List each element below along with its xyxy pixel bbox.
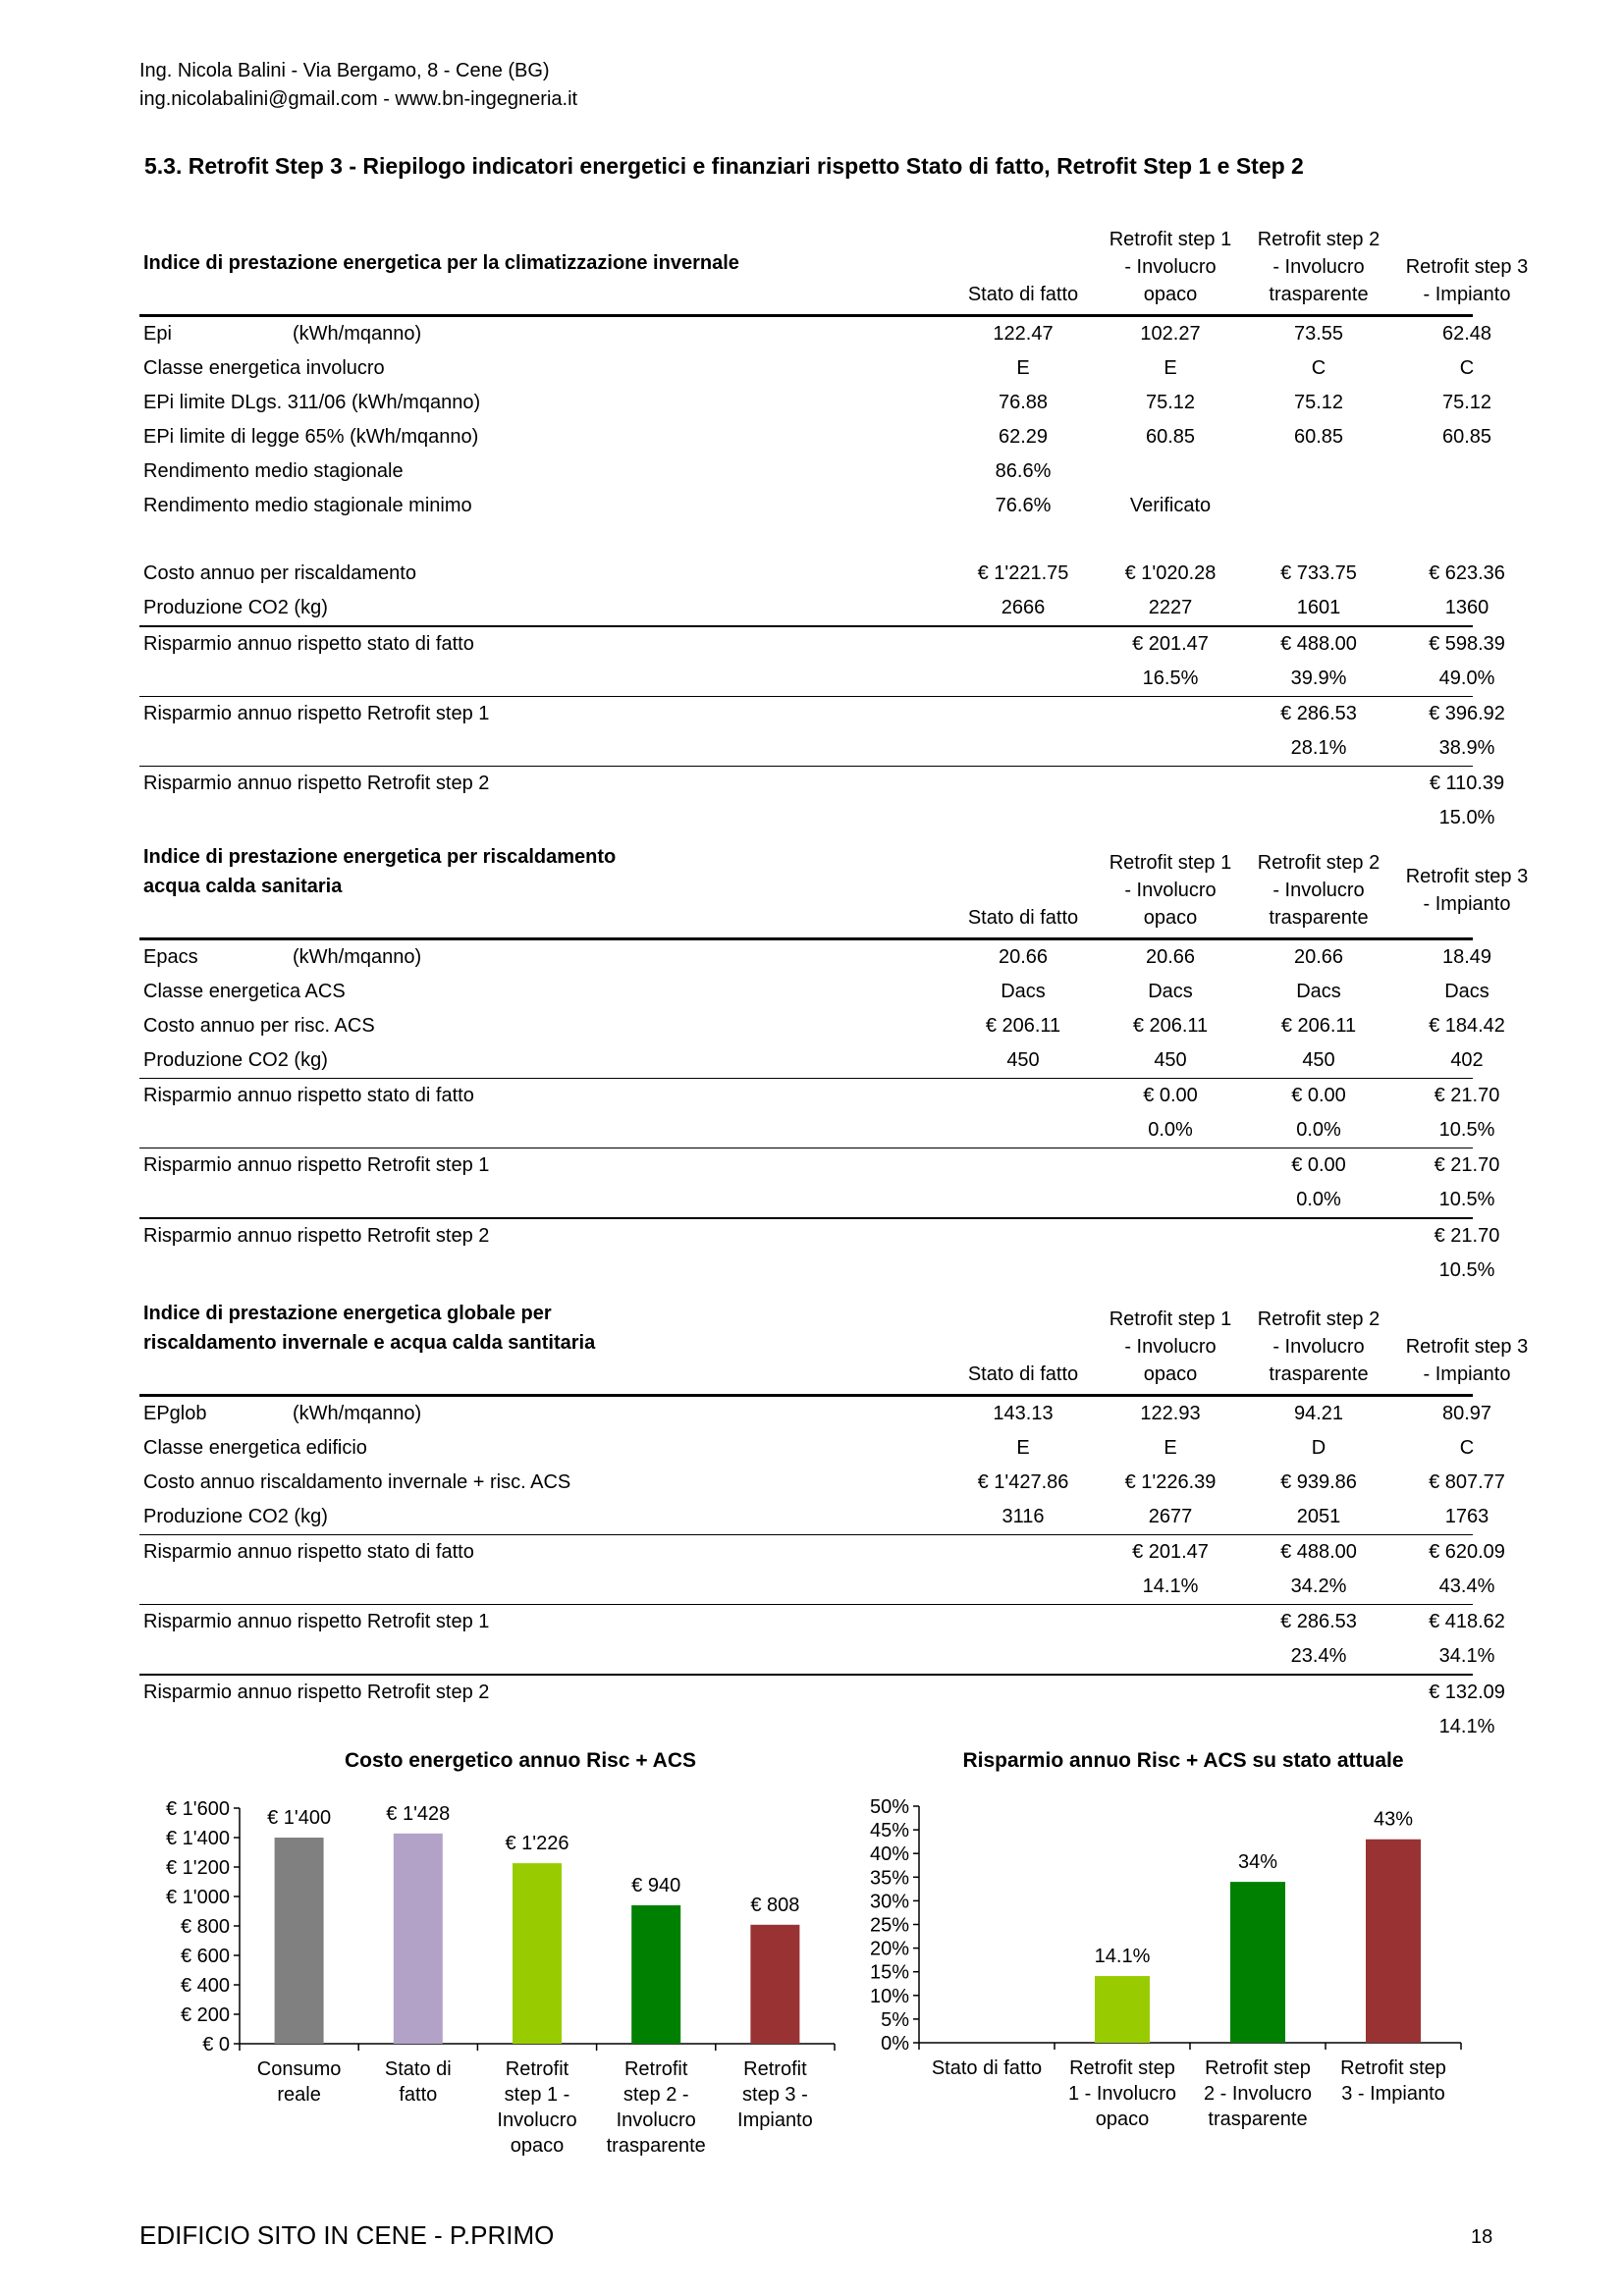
col-header-step3: Retrofit step 3 - Impianto — [1405, 256, 1529, 305]
category-label: Involucro — [616, 2109, 696, 2131]
table-header — [139, 1286, 1529, 1394]
category-label: fatto — [399, 2084, 438, 2106]
y-tick-label: € 1'600 — [166, 1798, 230, 1820]
table-row: Epacs (kWh/mqanno) 20.66 20.66 20.66 18.49 — [143, 946, 1492, 968]
footer-title: EDIFICIO SITO IN CENE - P.PRIMO — [139, 2220, 555, 2250]
y-tick-label: 10% — [869, 1985, 909, 2007]
table-row: Rendimento medio stagionale minimo 76.6% Verificato — [139, 489, 1473, 523]
y-tick-label: 50% — [869, 1796, 909, 1818]
table-row: Risparmio annuo rispetto Retrofit step 1 € 286.53 € 418.62 — [143, 1611, 1505, 1632]
verification-status: Verificato — [1129, 495, 1212, 516]
y-tick-label: 35% — [869, 1867, 909, 1890]
y-tick-label: 15% — [869, 1961, 909, 1984]
table-title: Indice di prestazione energetica per la climatizzazione invernale — [143, 252, 739, 274]
table-row: Risparmio annuo rispetto Retrofit step 1 € 0.00 € 21.70 — [143, 1154, 1500, 1176]
category-label: 2 - Involucro — [1203, 2083, 1313, 2105]
table-dhw — [139, 829, 1529, 1288]
chart-title: Costo energetico annuo Risc + ACS — [344, 1749, 697, 1772]
y-tick-label: € 800 — [180, 1916, 230, 1938]
col-header-step3: Retrofit step 3 - Impianto — [1405, 1336, 1529, 1385]
table-row: 0.0% 10.5% — [1296, 1189, 1495, 1210]
y-tick-label: 30% — [869, 1891, 909, 1913]
data-label: 14.1% — [1094, 1946, 1151, 1968]
table-row: Risparmio annuo rispetto Retrofit step 1 € 286.53 € 396.92 — [143, 703, 1505, 724]
y-tick-label: 20% — [869, 1938, 909, 1960]
table-row: Risparmio annuo rispetto Retrofit step 2 € 21.70 — [143, 1225, 1500, 1247]
table-row: 23.4% 34.1% — [1290, 1645, 1495, 1667]
table-header — [139, 829, 1529, 937]
col-header-stato: Stato di fatto — [967, 284, 1079, 305]
table-row: 10.5% — [1438, 1259, 1495, 1281]
y-tick-label: 5% — [881, 2008, 909, 2031]
col-header-stato: Stato di fatto — [967, 907, 1079, 929]
category-label: Impianto — [737, 2109, 813, 2131]
col-header-step1: Retrofit step 1 - Involucro opaco — [1109, 1308, 1232, 1385]
category-label: Involucro — [497, 2109, 577, 2131]
data-label: € 1'428 — [386, 1802, 451, 1825]
category-label: Retrofit step — [1340, 2057, 1446, 2079]
data-label: 43% — [1373, 1808, 1414, 1831]
table-row: EPi limite di legge 65% (kWh/mqanno) 62.29 60.85 60.85 60.85 — [143, 426, 1492, 448]
table-row: Costo annuo riscaldamento invernale + risc. ACS € 1'427.86 € 1'226.39 € 939.86 € 807.77 — [143, 1471, 1505, 1493]
y-tick-label: € 1'000 — [166, 1887, 230, 1908]
y-tick-label: € 1'200 — [166, 1857, 230, 1879]
table-heating — [139, 206, 1529, 835]
y-tick-label: € 200 — [180, 2004, 230, 2026]
table-row: Classe energetica involucro E E C C — [143, 357, 1475, 379]
cost-bar-chart — [137, 1737, 844, 2169]
category-label: Retrofit — [505, 2058, 569, 2080]
table-row: Risparmio annuo rispetto Retrofit step 2 € 132.09 — [143, 1682, 1505, 1703]
category-label: step 3 - — [742, 2084, 808, 2106]
col-header-step1: Retrofit step 1 - Involucro opaco — [1109, 229, 1232, 305]
letterhead-line-1: Ing. Nicola Balini - Via Bergamo, 8 - Cene (BG) — [139, 60, 550, 81]
table-title: Indice di prestazione energetica per riscaldamento acqua calda sanitaria — [143, 846, 617, 897]
col-header-step2: Retrofit step 2 - Involucro trasparente — [1257, 229, 1380, 305]
bar — [631, 1905, 680, 2044]
y-tick-label: 40% — [869, 1843, 909, 1866]
bar — [1366, 1840, 1421, 2043]
chart-title: Risparmio annuo Risc + ACS su stato attuale — [962, 1749, 1404, 1772]
table-row: Epi (kWh/mqanno) 122.47 102.27 73.55 62.48 — [143, 323, 1492, 345]
table-row: Costo annuo per riscaldamento € 1'221.75 € 1'020.28 € 733.75 € 623.36 — [143, 562, 1505, 584]
table-row: Risparmio annuo rispetto stato di fatto € 201.47 € 488.00 € 598.39 — [143, 633, 1505, 655]
table-row: Risparmio annuo rispetto Retrofit step 2 € 110.39 — [143, 773, 1505, 794]
table-row: 14.1% — [1438, 1716, 1495, 1737]
table-row: EPglob (kWh/mqanno) 143.13 122.93 94.21 80.97 — [143, 1403, 1492, 1424]
y-tick-label: € 0 — [202, 2034, 230, 2056]
table-header — [139, 206, 1529, 314]
section-title: 5.3. Retrofit Step 3 - Riepilogo indicatori energetici e finanziari rispetto Stato di fatto, Retrofit Step 1 e Step 2 — [144, 153, 1304, 179]
table-row: EPi limite DLgs. 311/06 (kWh/mqanno) 76.88 75.12 75.12 75.12 — [143, 392, 1492, 413]
letterhead — [139, 57, 577, 114]
table-row: Costo annuo per risc. ACS € 206.11 € 206.11 € 206.11 € 184.42 — [143, 1015, 1505, 1037]
category-label: step 2 - — [623, 2084, 689, 2106]
data-label: € 1'400 — [267, 1807, 332, 1829]
category-label: reale — [277, 2084, 321, 2106]
data-label: € 808 — [750, 1894, 800, 1916]
table-row: Produzione CO2 (kg) 3116 2677 2051 1763 — [143, 1506, 1489, 1527]
table-row: Classe energetica edificio E E D C — [143, 1437, 1475, 1459]
y-tick-label: € 1'400 — [166, 1828, 230, 1849]
table-row: Risparmio annuo rispetto stato di fatto € 201.47 € 488.00 € 620.09 — [143, 1541, 1505, 1563]
y-tick-label: 0% — [881, 2033, 909, 2055]
bar — [394, 1834, 443, 2044]
y-tick-label: 25% — [869, 1914, 909, 1937]
category-label: 3 - Impianto — [1341, 2083, 1445, 2105]
bar — [750, 1925, 799, 2044]
data-label: € 1'226 — [505, 1833, 569, 1855]
data-label: € 940 — [631, 1875, 681, 1896]
bar — [1230, 1882, 1285, 2043]
category-label: Retrofit step — [1069, 2057, 1175, 2079]
table-row: 14.1% 34.2% 43.4% — [1142, 1575, 1495, 1597]
category-label: 1 - Involucro — [1067, 2083, 1177, 2105]
table-row: Rendimento medio stagionale 86.6% — [143, 460, 1052, 482]
col-header-step1: Retrofit step 1 - Involucro opaco — [1109, 852, 1232, 929]
letterhead-line-2: ing.nicolabalini@gmail.com - www.bn-ingegneria.it — [139, 88, 578, 110]
table-row: 0.0% 0.0% 10.5% — [1148, 1119, 1495, 1141]
y-tick-label: € 400 — [180, 1975, 230, 1997]
col-header-stato: Stato di fatto — [967, 1363, 1079, 1385]
category-label: Stato di — [384, 2058, 452, 2080]
bar — [1095, 1976, 1150, 2043]
data-label: 34% — [1237, 1851, 1278, 1874]
table-row: 15.0% — [1438, 807, 1495, 828]
category-label: Stato di fatto — [931, 2057, 1043, 2079]
table-row: Risparmio annuo rispetto stato di fatto € 0.00 € 0.00 € 21.70 — [143, 1085, 1500, 1106]
category-label: Retrofit — [623, 2058, 688, 2080]
bar — [275, 1838, 324, 2044]
col-header-step3: Retrofit step 3 - Impianto — [1405, 866, 1529, 915]
col-header-step2: Retrofit step 2 - Involucro trasparente — [1257, 1308, 1380, 1385]
savings-bar-chart — [844, 1737, 1492, 2169]
y-tick-label: 45% — [869, 1820, 909, 1842]
category-label: step 1 - — [504, 2084, 570, 2106]
category-label: opaco — [510, 2135, 565, 2157]
table-row: 16.5% 39.9% 49.0% — [1142, 667, 1495, 689]
table-row: Classe energetica ACS Dacs Dacs Dacs Dacs — [143, 981, 1489, 1002]
category-label: trasparente — [606, 2135, 706, 2157]
category-label: opaco — [1095, 2109, 1150, 2130]
category-label: Retrofit step — [1205, 2057, 1311, 2079]
col-header-step2: Retrofit step 2 - Involucro trasparente — [1257, 852, 1380, 929]
table-row: Produzione CO2 (kg) 2666 2227 1601 1360 — [143, 597, 1489, 618]
table-global — [139, 1286, 1529, 1744]
table-row: 28.1% 38.9% — [1290, 737, 1495, 759]
table-row: Produzione CO2 (kg) 450 450 450 402 — [143, 1049, 1484, 1071]
category-label: trasparente — [1208, 2109, 1308, 2130]
category-label: Consumo — [256, 2058, 342, 2080]
table-title: Indice di prestazione energetica globale per riscaldamento invernale e acqua calda santitaria — [143, 1303, 596, 1354]
bar — [513, 1863, 562, 2044]
y-tick-label: € 600 — [180, 1946, 230, 1967]
category-label: Retrofit — [743, 2058, 807, 2080]
page-number: 18 — [1471, 2226, 1493, 2248]
